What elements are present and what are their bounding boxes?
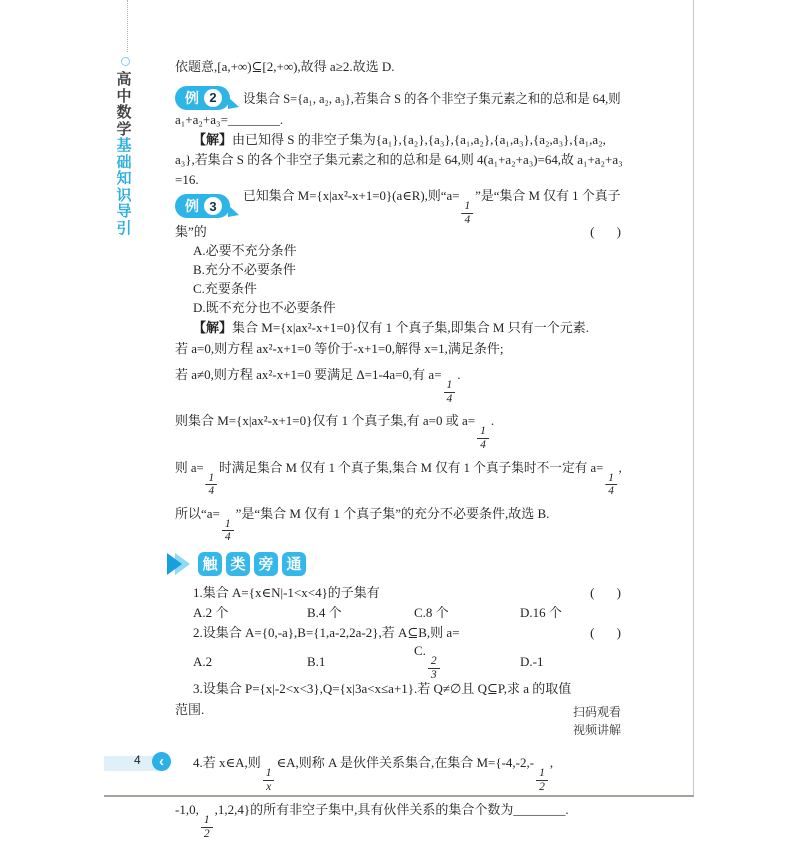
- option-b: B.4 个: [307, 605, 342, 621]
- play-arrow-icon: [167, 553, 193, 575]
- example3-stem-line2: 集”的: [175, 224, 207, 239]
- example2-stem-row: [175, 85, 622, 110]
- example2-solution-line: 【解】由已知得 S 的非空子集为{a₁},{a₂},{a₃},{a₁,a₂},{a₁,a₃},{a₂,a₃},{a₁,a₂,: [193, 132, 606, 147]
- example3-solution-line: 所以“a= $\frac{1}{4}$ ”是“集合 M 仅有 1 个真子集”的充分不必要条件,故选 B.: [175, 505, 550, 544]
- chevron-glyph: ‹: [159, 753, 164, 770]
- answer-paren-blank: ( ): [590, 625, 622, 641]
- option-c: C. $\frac{2}{3}$: [414, 643, 520, 681]
- example2-solution-line: =16.: [175, 172, 199, 187]
- answer-paren-blank: ( ): [590, 224, 622, 239]
- example3-stem-row: [175, 188, 622, 226]
- example-badge-number: 2: [204, 89, 222, 107]
- problem2-stem-row: [175, 623, 622, 643]
- example2-solution-line: a₃},若集合 S 的各个非空子集元素之和的总和是 64,则 4(a₁+a₂+a₃)=64,故 a₁+a₂+a₃: [175, 152, 623, 167]
- example-badge-label: 例: [185, 198, 199, 214]
- sidebar-vertical-title: [115, 72, 133, 237]
- option-d: D.16 个: [520, 605, 562, 621]
- back-chevron-icon: [152, 752, 171, 771]
- section-header-char: 类: [226, 552, 250, 576]
- option-b: B.1: [307, 654, 326, 670]
- problem3-line: 范围.: [175, 702, 205, 718]
- option-c: C.8 个: [414, 605, 449, 621]
- intro-line: 依题意,[a,+∞)⊆[2,+∞),故得 a≥2.故选 D.: [175, 59, 395, 74]
- problem1-stem: 1.集合 A={x∈N|-1<x<4}的子集有: [193, 585, 380, 601]
- video-caption-line: 视频讲解: [573, 723, 622, 737]
- problem1-stem-row: [175, 583, 622, 603]
- option-d: D.-1: [520, 654, 544, 670]
- sidebar-bullet-circle-icon: [121, 57, 130, 66]
- example3-option: B.充分不必要条件: [193, 262, 296, 277]
- problem2-options: [175, 643, 622, 681]
- example3-solution-line: 【解】集合 M={x|ax²-x+1=0}仅有 1 个真子集,即集合 M 只有一个元素.: [193, 320, 589, 335]
- problem4-line: -1,0, $\frac{1}{2}$ ,1,2,4}的所有非空子集中,具有伙伴关系的集合个数为________.: [175, 802, 569, 841]
- example3-stem-line1: 已知集合 M={x|ax²-x+1=0}(a∈R),则“a= $\frac{1}{4}$ ”是“集合 M 仅有 1 个真子: [243, 188, 621, 226]
- solution-label: 【解】: [193, 320, 233, 335]
- example3-badge: [175, 194, 230, 218]
- page-right-edge: [693, 0, 694, 796]
- example3-option: A.必要不充分条件: [193, 243, 297, 258]
- series-subtitle: 基础知识导引: [116, 138, 132, 237]
- answer-paren-blank: ( ): [590, 585, 622, 601]
- example3-solution-line: 若 a=0,则方程 ax²-x+1=0 等价于-x+1=0,解得 x=1,满足条件;: [175, 341, 504, 356]
- main-content: [175, 57, 622, 841]
- solution-label: 【解】: [193, 132, 233, 147]
- video-caption: [573, 703, 621, 739]
- example2-stem-line2: a₁+a₂+a₃=________.: [175, 112, 284, 127]
- example-badge-number: 3: [204, 197, 222, 215]
- problem3-line: 3.设集合 P={x|-2<x<3},Q={x|3a<x≤a+1}.若 Q≠∅且 Q⊆P,求 a 的取值: [193, 681, 572, 697]
- option-a: A.2: [193, 654, 213, 670]
- example-badge-label: 例: [185, 89, 199, 106]
- problem1-options: [175, 603, 622, 623]
- problem4-line: 4.若 x∈A,则 $\frac{1}{x}$ ∈A,则称 A 是伙伴关系集合,在集合 M={-4,-2,- $\frac{1}{2}$ ,: [193, 755, 554, 793]
- option-a: A.2 个: [193, 605, 229, 621]
- section-header-char: 通: [282, 552, 306, 576]
- example3-solution-line: 则 a= $\frac{1}{4}$ 时满足集合 M 仅有 1 个真子集,集合 M 仅有 1 个真子集时不一定有 a= $\frac{1}{4}$ ,: [175, 459, 622, 498]
- section-header-char: 触: [198, 552, 222, 576]
- example3-option: C.充要条件: [193, 281, 257, 296]
- example3-option: D.既不充分也不必要条件: [193, 300, 336, 315]
- sidebar-dotted-line: [127, 0, 128, 52]
- example2-stem-line1: 设集合 S={a₁, a₂, a₃},若集合 S 的各个非空子集元素之和的总和是 64,则: [243, 91, 621, 106]
- section-header-char: 旁: [254, 552, 278, 576]
- example2-badge: [175, 86, 230, 110]
- example3-solution-line: 若 a≠0,则方程 ax²-x+1=0 要满足 Δ=1-4a=0,有 a= $\frac{1}{4}$ .: [175, 367, 461, 405]
- problem2-stem: 2.设集合 A={0,-a},B={1,a-2,2a-2},若 A⊆B,则 a=: [193, 625, 460, 641]
- example3-solution-line: 则集合 M={x|ax²-x+1=0}仅有 1 个真子集,有 a=0 或 a= $\frac{1}{4}$ .: [175, 413, 495, 451]
- video-caption-line: 扫码观看: [573, 705, 622, 719]
- series-title: 高中数学: [116, 72, 132, 138]
- section-header: [167, 550, 622, 577]
- page-number: 4: [134, 753, 141, 767]
